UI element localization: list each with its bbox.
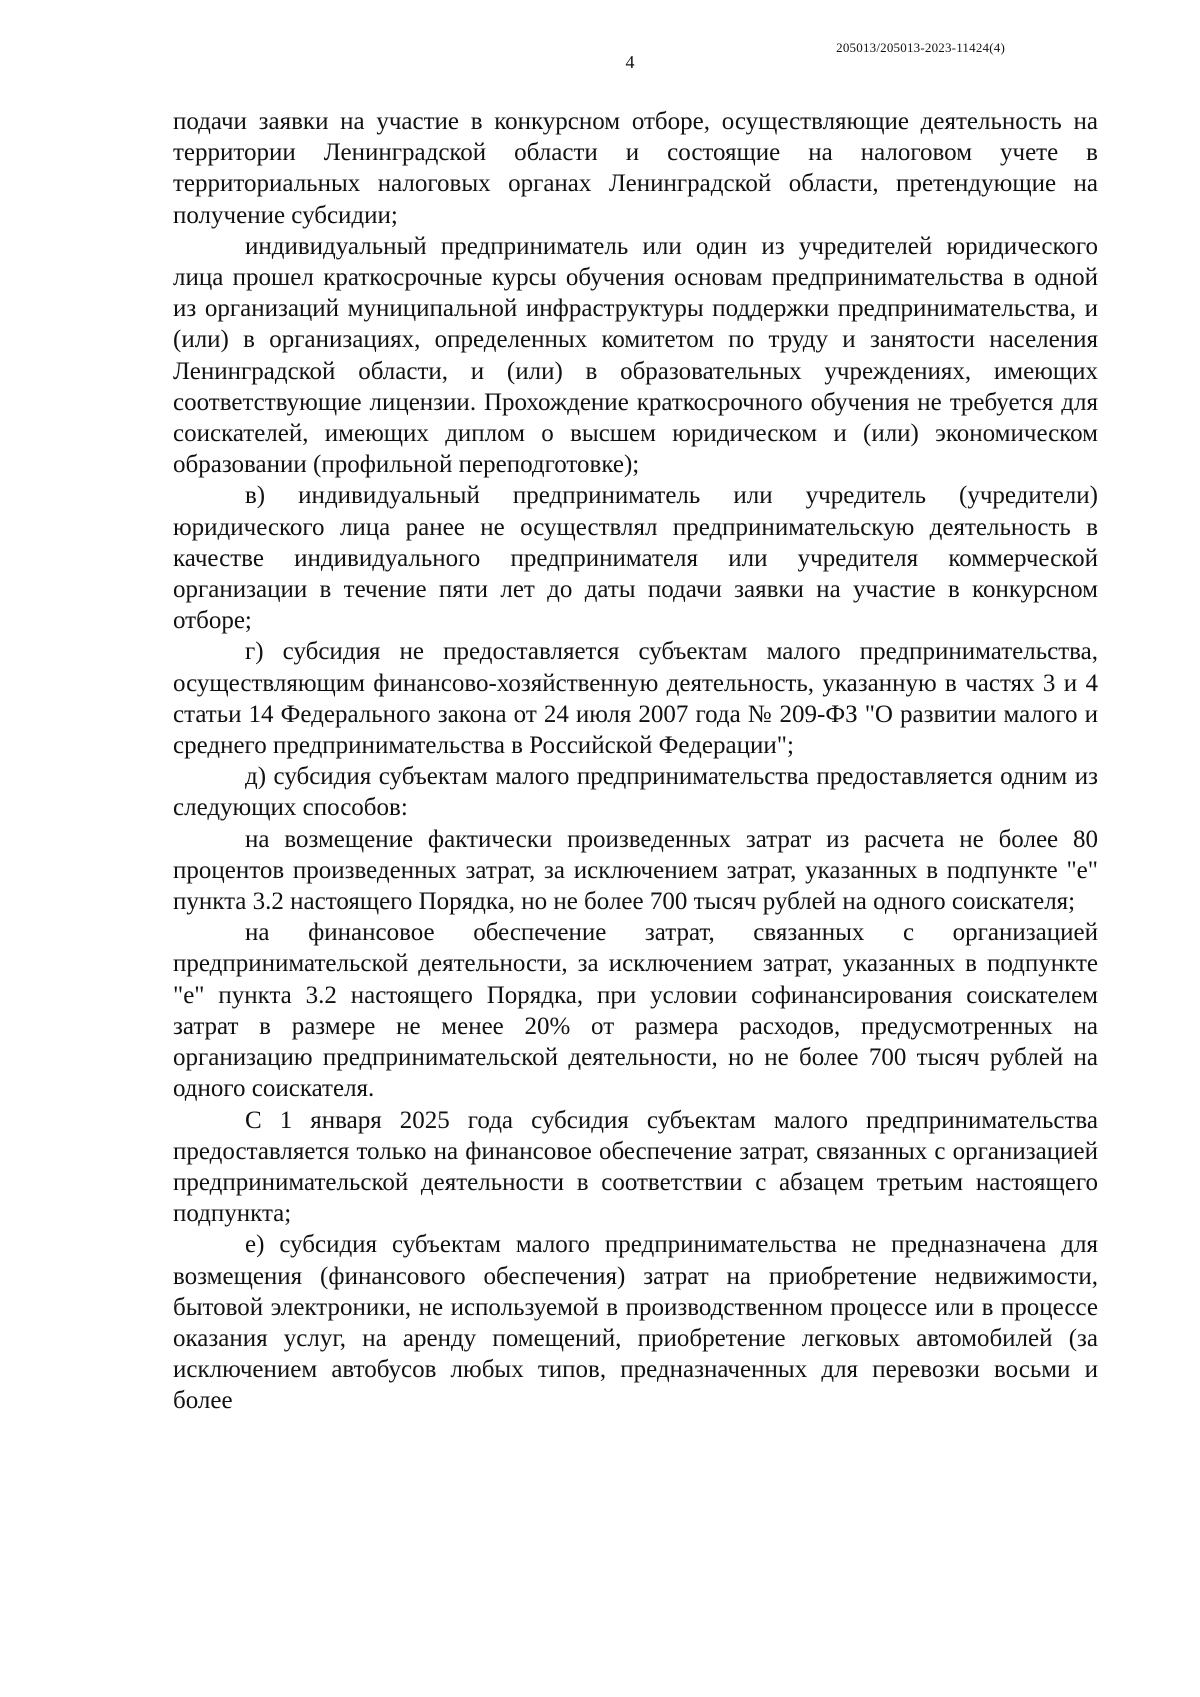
paragraph: е) субсидия субъектам малого предпринимательства не предназначена для возмещения (финансового обеспечения) затрат на приобретение недвижимости, бытовой электроники, не используемой в производственном процессе или в процессе оказания услуг, на аренду помещений, приобретение легковых автомобилей (за исключением автобусов любых типов, предназначенных для перевозки восьми и более [173, 1231, 1098, 1415]
paragraph: на финансовое обеспечение затрат, связанных с организацией предпринимательской деятельности, за исключением затрат, указанных в подпункте "е" пункта 3.2 настоящего Порядка, при условии софинансирования соискателем затрат в размере не менее 20% от размера расходов, предусмотренных на организацию предпринимательской деятельности, но не более 700 тысяч рублей на одного соискателя. [173, 919, 1098, 1103]
paragraph: д) субсидия субъектам малого предпринимательства предоставляется одним из следующих способов: [173, 763, 1098, 822]
document-body [173, 106, 1098, 1417]
paragraph: подачи заявки на участие в конкурсном отборе, осуществляющие деятельность на территории Ленинградской области и состоящие на налоговом учете в территориальных налоговых органах Ленинградской области, претендующие на получение субсидии; [173, 108, 1098, 229]
paragraph: индивидуальный предприниматель или один из учредителей юридического лица прошел краткосрочные курсы обучения основам предпринимательства в одной из организаций муниципальной инфраструктуры поддержки предпринимательства, и (или) в организациях, определенных комитетом по труду и занятости населения Ленинградской области, и (или) в образовательных учреждениях, имеющих соответствующие лицензии. Прохождение краткосрочного обучения не требуется для соискателей, имеющих диплом о высшем юридическом и (или) экономическом образовании (профильной переподготовке); [173, 232, 1098, 479]
document-id: 205013/205013-2023-11424(4) [836, 40, 1005, 55]
paragraph: г) субсидия не предоставляется субъектам малого предпринимательства, осуществляющим финансово-хозяйственную деятельность, указанную в частях 3 и 4 статьи 14 Федерального закона от 24 июля 2007 года № 209-ФЗ "О развитии малого и среднего предпринимательства в Российской Федерации"; [173, 638, 1098, 760]
page-number: 4 [625, 52, 635, 72]
paragraph: в) индивидуальный предприниматель или учредитель (учредители) юридического лица ранее не осуществлял предпринимательскую деятельность в качестве индивидуального предпринимателя или учредителя коммерческой организации в течение пяти лет до даты подачи заявки на участие в конкурсном отборе; [173, 482, 1098, 635]
paragraph: С 1 января 2025 года субсидия субъектам малого предпринимательства предоставляется только на финансовое обеспечение затрат, связанных с организацией предпринимательской деятельности в соответствии с абзацем третьим настоящего подпункта; [173, 1106, 1098, 1228]
paragraph: на возмещение фактически произведенных затрат из расчета не более 80 процентов произведенных затрат, за исключением затрат, указанных в подпункте "е" пункта 3.2 настоящего Порядка, но не более 700 тысяч рублей на одного соискателя; [173, 825, 1098, 916]
